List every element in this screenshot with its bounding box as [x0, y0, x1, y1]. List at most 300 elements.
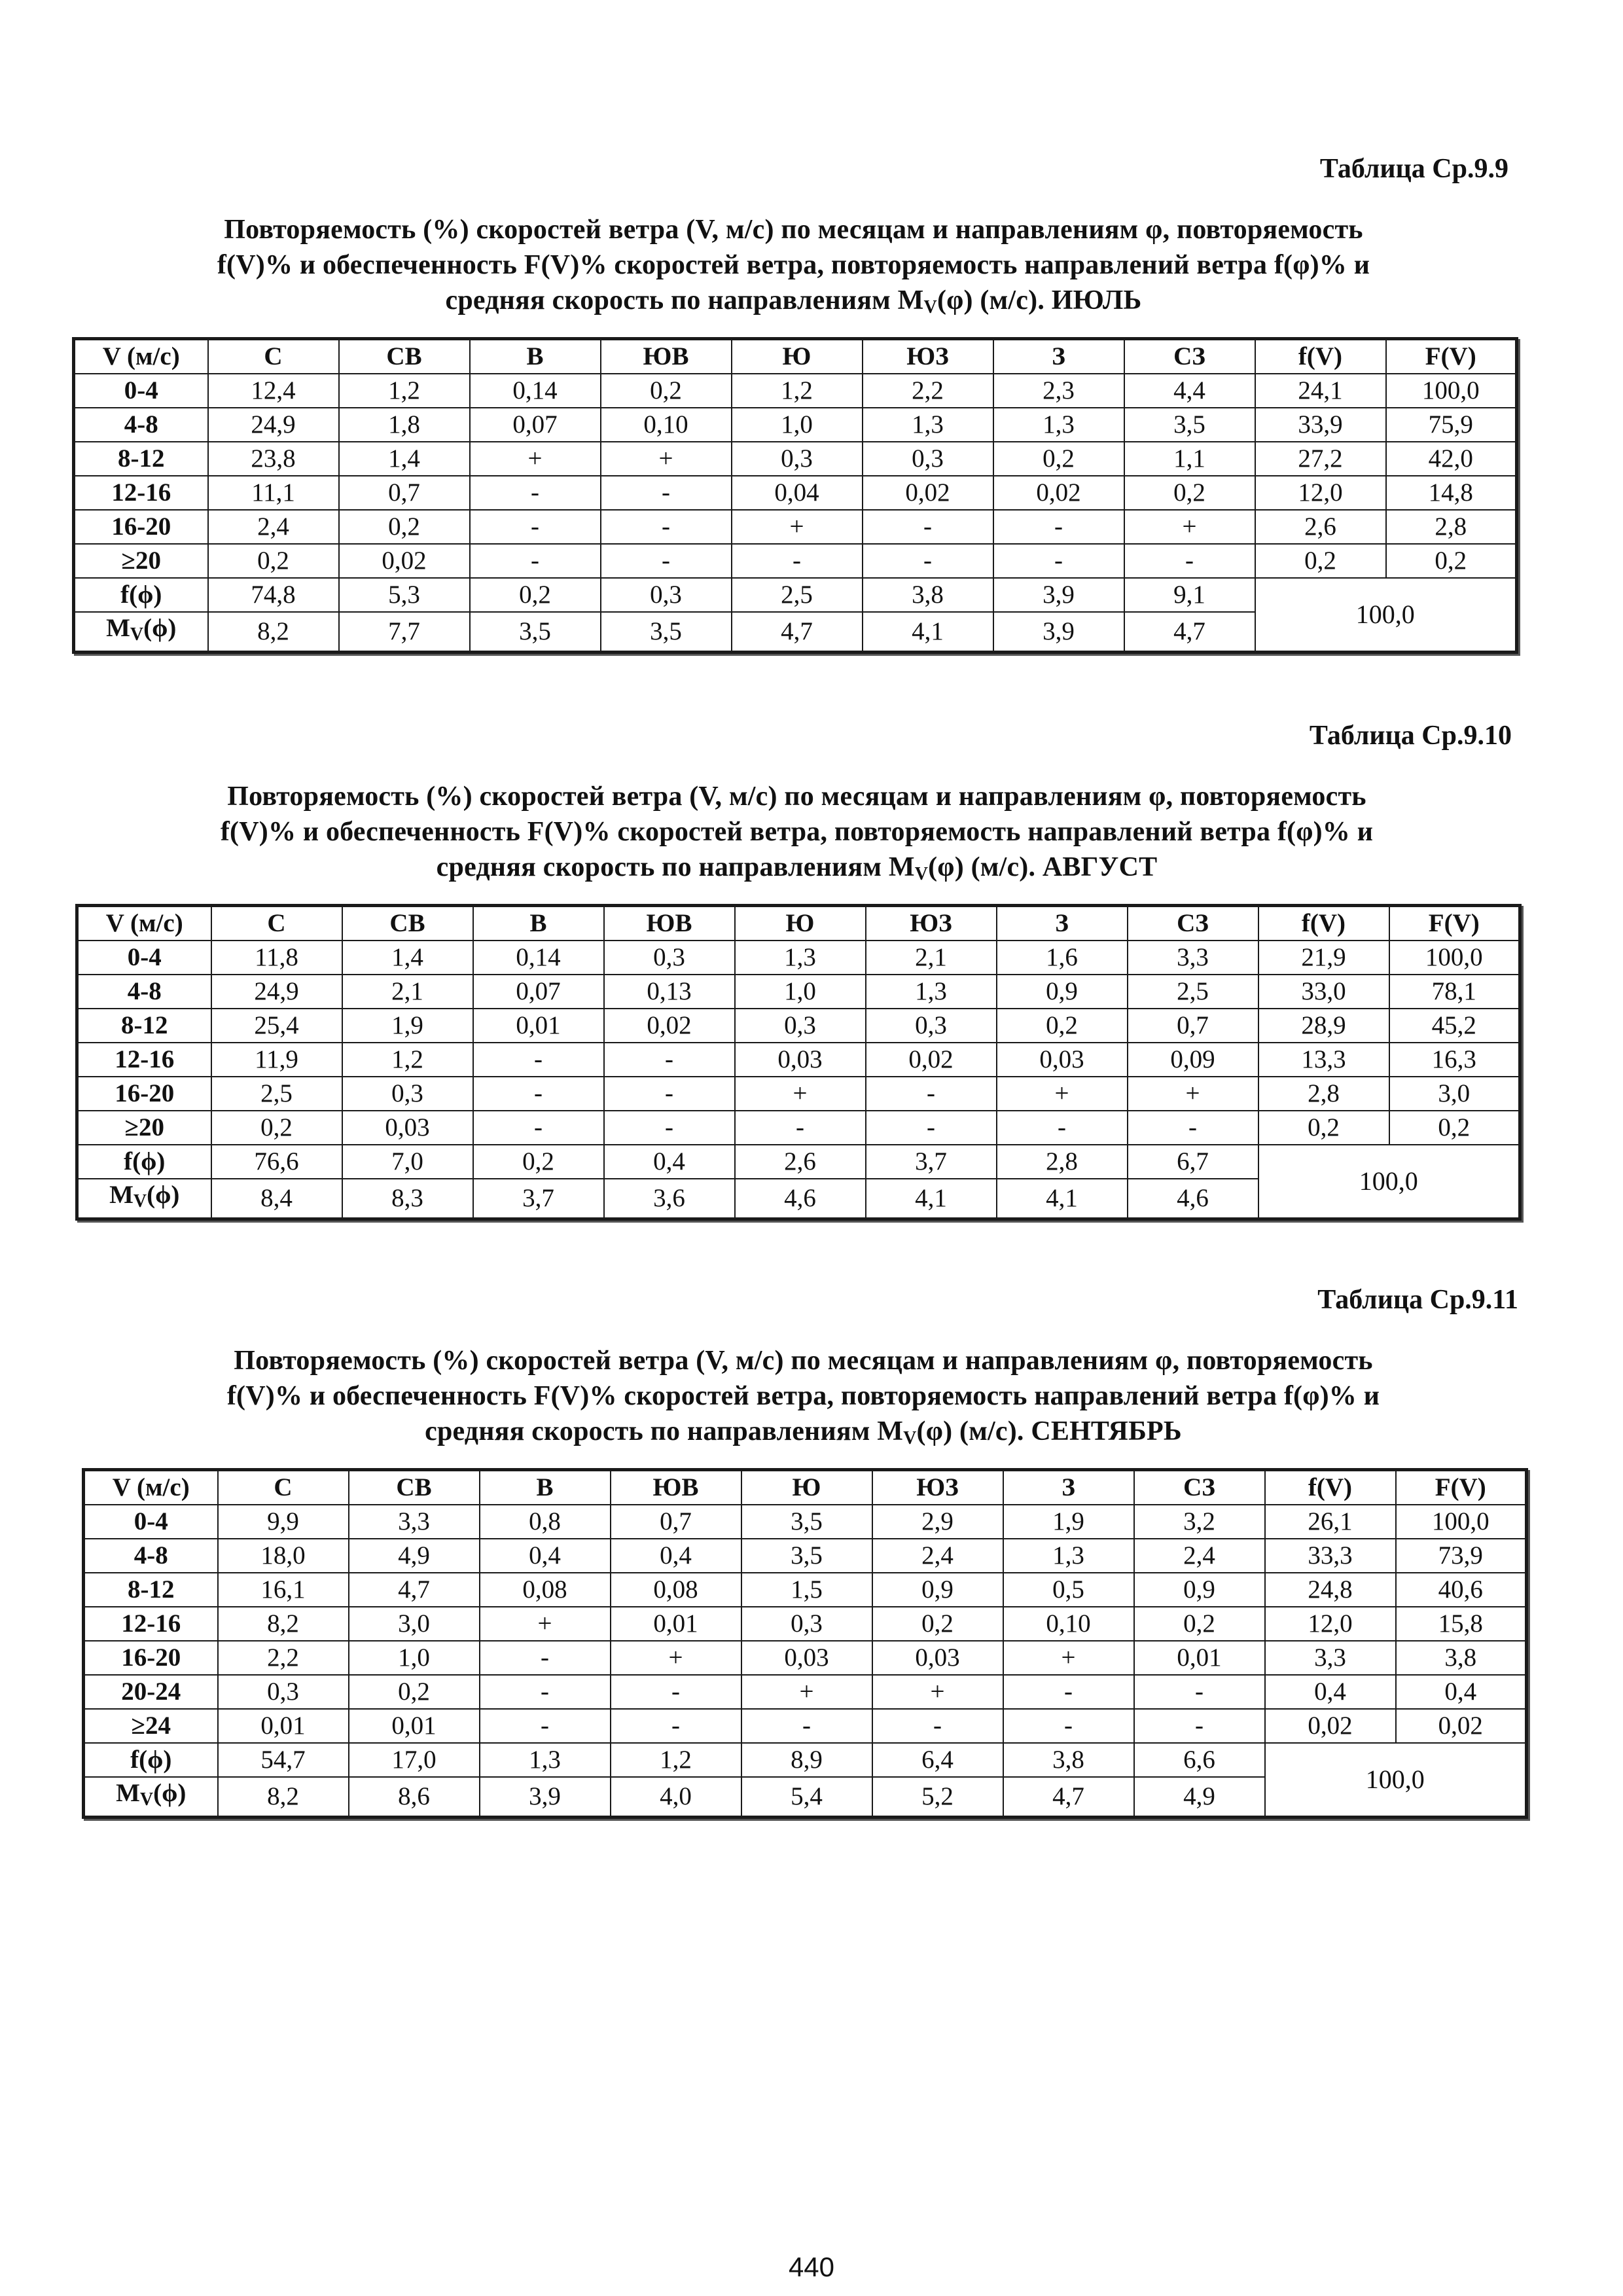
table-cell: +: [601, 442, 732, 476]
table-cell: 0,01: [349, 1709, 480, 1743]
table-cell: 1,3: [863, 408, 993, 442]
table-cell: 0,08: [480, 1573, 611, 1607]
table-cell: 2,8: [1258, 1077, 1389, 1111]
table-cell: 2,6: [1255, 510, 1386, 544]
table-caption: [82, 1343, 1525, 1456]
table-cell: +: [1003, 1641, 1134, 1675]
table-row: [77, 1043, 1520, 1077]
total-cell: 100,0: [1255, 578, 1517, 653]
table-cell: 33,0: [1258, 975, 1389, 1009]
table-cell: 3,5: [741, 1505, 872, 1539]
column-header: V (м/с): [77, 906, 211, 941]
table-row: [84, 1641, 1527, 1675]
table-cell: 0,2: [339, 510, 470, 544]
row-header-cell: 12-16: [77, 1043, 211, 1077]
total-cell: 100,0: [1265, 1743, 1527, 1818]
table-cell: 15,8: [1396, 1607, 1527, 1641]
table-cell: -: [480, 1641, 611, 1675]
table-cell: -: [993, 510, 1124, 544]
table-cell: 0,2: [470, 578, 601, 612]
table-cell: 5,4: [741, 1777, 872, 1818]
table-cell: 1,3: [993, 408, 1124, 442]
table-cell: 24,8: [1265, 1573, 1396, 1607]
table-cell: 0,8: [480, 1505, 611, 1539]
row-header-cell: 8-12: [84, 1573, 218, 1607]
table-cell: -: [993, 544, 1124, 578]
wind-speed-table: [75, 904, 1522, 1221]
column-header: З: [1003, 1470, 1134, 1505]
row-header-cell: ≥20: [77, 1111, 211, 1145]
table-cell: 0,2: [208, 544, 339, 578]
row-header-cell: 12-16: [84, 1607, 218, 1641]
table-row: [84, 1539, 1527, 1573]
table-cell: 0,2: [1134, 1607, 1265, 1641]
table-cell: -: [470, 476, 601, 510]
table-cell: 100,0: [1389, 941, 1520, 975]
table-cell: 2,4: [872, 1539, 1003, 1573]
table-cell: 6,7: [1128, 1145, 1258, 1179]
table-cell: 26,1: [1265, 1505, 1396, 1539]
table-cell: 54,7: [218, 1743, 349, 1777]
table-cell: 2,9: [872, 1505, 1003, 1539]
table-cell: 3,7: [473, 1179, 604, 1219]
table-cell: 1,5: [741, 1573, 872, 1607]
column-header: Ю: [735, 906, 866, 941]
row-header-cell: f(ϕ): [84, 1743, 218, 1777]
caption-line-text: (φ) (м/с). ИЮЛЬ: [936, 285, 1142, 315]
table-cell: 0,10: [601, 408, 732, 442]
column-header: З: [993, 339, 1124, 374]
table-cell: 16,3: [1389, 1043, 1520, 1077]
table-cell: -: [601, 510, 732, 544]
page-number: 440: [788, 2251, 835, 2282]
table-cell: 0,02: [1265, 1709, 1396, 1743]
table-row: [77, 1145, 1520, 1179]
table-cell: 0,07: [470, 408, 601, 442]
table-block: [72, 152, 1515, 654]
table-cell: -: [601, 476, 732, 510]
table-cell: 0,13: [604, 975, 735, 1009]
table-cell: 0,04: [732, 476, 863, 510]
row-header-text: M: [106, 614, 130, 642]
caption-line-text: (φ) (м/с). АВГУСТ: [928, 852, 1158, 882]
table-cell: 8,9: [741, 1743, 872, 1777]
table-cell: 0,10: [1003, 1607, 1134, 1641]
table-cell: 33,3: [1265, 1539, 1396, 1573]
table-cell: 78,1: [1389, 975, 1520, 1009]
table-cell: 1,9: [1003, 1505, 1134, 1539]
column-header: V (м/с): [84, 1470, 218, 1505]
table-cell: 5,3: [339, 578, 470, 612]
table-cell: -: [735, 1111, 866, 1145]
row-header-cell: [77, 1179, 211, 1219]
caption-subscript: V: [923, 297, 937, 317]
table-cell: 0,2: [872, 1607, 1003, 1641]
table-cell: -: [741, 1709, 872, 1743]
column-header: С: [211, 906, 342, 941]
caption-line: f(V)% и обеспеченность F(V)% скоростей ветра, повторяемость направлений ветра f(φ)% и: [220, 817, 1374, 847]
table-row: [84, 1505, 1527, 1539]
table-cell: 2,1: [342, 975, 473, 1009]
table-cell: 0,03: [997, 1043, 1128, 1077]
caption-line: Повторяемость (%) скоростей ветра (V, м/с) по месяцам и направлениям φ, повторяемость: [224, 215, 1363, 245]
table-cell: 24,9: [208, 408, 339, 442]
table-cell: -: [604, 1111, 735, 1145]
table-cell: 2,2: [218, 1641, 349, 1675]
table-cell: 4,1: [866, 1179, 997, 1219]
row-header-cell: 0-4: [74, 374, 208, 408]
row-header-cell: f(ϕ): [77, 1145, 211, 1179]
table-cell: 2,5: [211, 1077, 342, 1111]
row-header-cell: [84, 1777, 218, 1818]
table-cell: -: [611, 1709, 741, 1743]
table-cell: 7,7: [339, 612, 470, 653]
table-cell: 23,8: [208, 442, 339, 476]
column-header: СЗ: [1128, 906, 1258, 941]
table-cell: 27,2: [1255, 442, 1386, 476]
table-cell: +: [470, 442, 601, 476]
column-header: СЗ: [1124, 339, 1255, 374]
table-cell: 24,1: [1255, 374, 1386, 408]
table-cell: 0,2: [1386, 544, 1517, 578]
table-cell: 4,9: [349, 1539, 480, 1573]
table-cell: 14,8: [1386, 476, 1517, 510]
table-caption: [72, 212, 1515, 325]
table-cell: 75,9: [1386, 408, 1517, 442]
table-cell: 3,8: [863, 578, 993, 612]
table-cell: 2,2: [863, 374, 993, 408]
table-cell: -: [732, 544, 863, 578]
table-cell: 11,8: [211, 941, 342, 975]
table-cell: 3,9: [993, 578, 1124, 612]
table-cell: 4,1: [997, 1179, 1128, 1219]
table-cell: -: [1003, 1709, 1134, 1743]
row-header-text: M: [109, 1181, 134, 1209]
table-cell: 1,2: [611, 1743, 741, 1777]
table-cell: 0,3: [604, 941, 735, 975]
table-cell: 0,2: [1255, 544, 1386, 578]
table-cell: 0,2: [601, 374, 732, 408]
table-label: Таблица Ср.9.11: [1317, 1285, 1518, 1315]
table-cell: +: [732, 510, 863, 544]
table-cell: 11,9: [211, 1043, 342, 1077]
table-cell: 2,3: [993, 374, 1124, 408]
row-header-cell: 8-12: [77, 1009, 211, 1043]
table-cell: 2,8: [1386, 510, 1517, 544]
column-header: F(V): [1396, 1470, 1527, 1505]
table-cell: -: [473, 1077, 604, 1111]
table-cell: 42,0: [1386, 442, 1517, 476]
table-cell: 1,0: [349, 1641, 480, 1675]
table-cell: -: [473, 1111, 604, 1145]
row-header-cell: [74, 612, 208, 653]
table-cell: 1,3: [866, 975, 997, 1009]
column-header: СВ: [349, 1470, 480, 1505]
table-cell: 1,3: [735, 941, 866, 975]
row-header-cell: 0-4: [77, 941, 211, 975]
table-cell: 3,8: [1396, 1641, 1527, 1675]
column-header: Ю: [741, 1470, 872, 1505]
table-cell: 3,5: [601, 612, 732, 653]
table-cell: 0,09: [1128, 1043, 1258, 1077]
row-header-text: (ϕ): [143, 614, 177, 642]
table-cell: 2,4: [1134, 1539, 1265, 1573]
table-cell: 12,0: [1265, 1607, 1396, 1641]
wind-speed-table: [72, 337, 1518, 654]
table-cell: 0,01: [611, 1607, 741, 1641]
table-cell: 0,2: [997, 1009, 1128, 1043]
table-cell: 0,4: [611, 1539, 741, 1573]
table-cell: -: [863, 544, 993, 578]
table-header-row: [74, 339, 1517, 374]
table-cell: 100,0: [1396, 1505, 1527, 1539]
table-cell: 0,7: [611, 1505, 741, 1539]
row-header-cell: 8-12: [74, 442, 208, 476]
table-cell: 1,3: [480, 1743, 611, 1777]
row-header-subscript: V: [133, 1191, 147, 1211]
wind-speed-table: [82, 1468, 1528, 1819]
table-label: Таблица Ср.9.9: [1319, 154, 1508, 184]
table-cell: 0,9: [1134, 1573, 1265, 1607]
table-cell: 4,1: [863, 612, 993, 653]
table-cell: 76,6: [211, 1145, 342, 1179]
table-cell: 16,1: [218, 1573, 349, 1607]
table-cell: 11,1: [208, 476, 339, 510]
table-cell: +: [480, 1607, 611, 1641]
table-row: [77, 975, 1520, 1009]
table-cell: 0,4: [1396, 1675, 1527, 1709]
table-cell: -: [480, 1675, 611, 1709]
table-cell: 4,6: [1128, 1179, 1258, 1219]
table-cell: 0,02: [993, 476, 1124, 510]
table-cell: 0,01: [218, 1709, 349, 1743]
table-cell: 100,0: [1386, 374, 1517, 408]
table-cell: 28,9: [1258, 1009, 1389, 1043]
table-cell: 3,0: [349, 1607, 480, 1641]
table-cell: 3,9: [993, 612, 1124, 653]
caption-line-text: средняя скорость по направлениям M: [425, 1416, 904, 1446]
table-cell: 0,08: [611, 1573, 741, 1607]
row-header-cell: 16-20: [77, 1077, 211, 1111]
table-cell: 1,4: [339, 442, 470, 476]
table-cell: 0,2: [349, 1675, 480, 1709]
table-cell: 0,7: [1128, 1009, 1258, 1043]
table-row: [74, 578, 1517, 612]
table-cell: -: [1003, 1675, 1134, 1709]
row-header-cell: 4-8: [84, 1539, 218, 1573]
table-cell: 4,7: [1124, 612, 1255, 653]
table-row: [84, 1743, 1527, 1777]
table-cell: 2,6: [735, 1145, 866, 1179]
table-cell: -: [611, 1675, 741, 1709]
column-header: f(V): [1265, 1470, 1396, 1505]
table-cell: 0,02: [339, 544, 470, 578]
table-cell: 9,9: [218, 1505, 349, 1539]
table-cell: -: [1134, 1709, 1265, 1743]
table-cell: 2,5: [732, 578, 863, 612]
column-header: ЮЗ: [866, 906, 997, 941]
row-header-text: M: [116, 1779, 140, 1807]
column-header: V (м/с): [74, 339, 208, 374]
table-cell: 0,3: [866, 1009, 997, 1043]
table-cell: 0,3: [218, 1675, 349, 1709]
row-header-cell: 0-4: [84, 1505, 218, 1539]
column-header: ЮЗ: [872, 1470, 1003, 1505]
table-cell: -: [1134, 1675, 1265, 1709]
table-cell: 8,4: [211, 1179, 342, 1219]
table-cell: 4,7: [1003, 1777, 1134, 1818]
table-cell: +: [611, 1641, 741, 1675]
caption-line: [82, 1414, 1525, 1456]
table-cell: -: [872, 1709, 1003, 1743]
table-cell: -: [863, 510, 993, 544]
column-header: С: [208, 339, 339, 374]
table-cell: 0,03: [741, 1641, 872, 1675]
table-row: [77, 1009, 1520, 1043]
table-cell: 0,9: [997, 975, 1128, 1009]
table-row: [74, 476, 1517, 510]
table-cell: 4,4: [1124, 374, 1255, 408]
table-cell: 2,1: [866, 941, 997, 975]
table-cell: 17,0: [349, 1743, 480, 1777]
table-cell: 21,9: [1258, 941, 1389, 975]
table-cell: 3,5: [741, 1539, 872, 1573]
table-cell: 6,6: [1134, 1743, 1265, 1777]
table-cell: +: [1124, 510, 1255, 544]
table-cell: 6,4: [872, 1743, 1003, 1777]
table-cell: 7,0: [342, 1145, 473, 1179]
table-cell: 25,4: [211, 1009, 342, 1043]
table-cell: -: [1128, 1111, 1258, 1145]
table-cell: 4,7: [349, 1573, 480, 1607]
table-cell: 0,2: [993, 442, 1124, 476]
table-cell: 0,9: [872, 1573, 1003, 1607]
table-cell: 1,2: [342, 1043, 473, 1077]
column-header: F(V): [1389, 906, 1520, 941]
table-cell: 0,02: [863, 476, 993, 510]
table-block: [75, 719, 1518, 1221]
table-cell: 0,3: [342, 1077, 473, 1111]
table-cell: 45,2: [1389, 1009, 1520, 1043]
table-cell: -: [604, 1077, 735, 1111]
table-cell: 3,8: [1003, 1743, 1134, 1777]
column-header: F(V): [1386, 339, 1517, 374]
table-cell: 24,9: [211, 975, 342, 1009]
table-caption: [75, 779, 1518, 892]
table-cell: 2,5: [1128, 975, 1258, 1009]
table-cell: 0,5: [1003, 1573, 1134, 1607]
table-header-row: [77, 906, 1520, 941]
table-cell: 3,3: [1128, 941, 1258, 975]
column-header: В: [473, 906, 604, 941]
table-cell: +: [872, 1675, 1003, 1709]
table-cell: 1,6: [997, 941, 1128, 975]
row-header-subscript: V: [139, 1789, 154, 1810]
column-header: СВ: [342, 906, 473, 941]
table-cell: 18,0: [218, 1539, 349, 1573]
table-cell: 0,4: [604, 1145, 735, 1179]
table-cell: 4,6: [735, 1179, 866, 1219]
total-cell: 100,0: [1258, 1145, 1520, 1219]
table-cell: 2,4: [208, 510, 339, 544]
table-cell: 0,4: [1265, 1675, 1396, 1709]
table-cell: 12,0: [1255, 476, 1386, 510]
table-cell: 1,8: [339, 408, 470, 442]
caption-line: Повторяемость (%) скоростей ветра (V, м/с) по месяцам и направлениям φ, повторяемость: [227, 781, 1366, 812]
column-header: Ю: [732, 339, 863, 374]
table-cell: +: [997, 1077, 1128, 1111]
table-row: [77, 1077, 1520, 1111]
table-cell: 0,2: [473, 1145, 604, 1179]
caption-line: f(V)% и обеспеченность F(V)% скоростей ветра, повторяемость направлений ветра f(φ)% и: [226, 1381, 1380, 1411]
table-cell: 0,02: [866, 1043, 997, 1077]
table-cell: 74,8: [208, 578, 339, 612]
table-cell: 3,9: [480, 1777, 611, 1818]
table-cell: 3,3: [1265, 1641, 1396, 1675]
row-header-cell: ≥24: [84, 1709, 218, 1743]
table-row: [74, 442, 1517, 476]
table-cell: 0,03: [872, 1641, 1003, 1675]
column-header: СВ: [339, 339, 470, 374]
table-cell: -: [601, 544, 732, 578]
table-cell: 0,01: [1134, 1641, 1265, 1675]
table-cell: 9,1: [1124, 578, 1255, 612]
table-cell: 1,0: [732, 408, 863, 442]
table-header-row: [84, 1470, 1527, 1505]
column-header: f(V): [1255, 339, 1386, 374]
table-cell: 8,2: [208, 612, 339, 653]
table-cell: -: [480, 1709, 611, 1743]
row-header-cell: 16-20: [84, 1641, 218, 1675]
caption-line-text: (φ) (м/с). СЕНТЯБРЬ: [916, 1416, 1182, 1446]
table-cell: 0,14: [473, 941, 604, 975]
table-cell: 8,2: [218, 1607, 349, 1641]
table-cell: 0,07: [473, 975, 604, 1009]
caption-line: [75, 850, 1518, 892]
column-header: СЗ: [1134, 1470, 1265, 1505]
table-cell: 1,4: [342, 941, 473, 975]
table-cell: 0,2: [1258, 1111, 1389, 1145]
table-cell: -: [1124, 544, 1255, 578]
table-cell: 2,8: [997, 1145, 1128, 1179]
column-header: f(V): [1258, 906, 1389, 941]
table-row: [74, 510, 1517, 544]
table-cell: 0,3: [863, 442, 993, 476]
caption-subscript: V: [903, 1428, 917, 1448]
table-cell: 73,9: [1396, 1539, 1527, 1573]
table-cell: 0,14: [470, 374, 601, 408]
table-cell: 3,0: [1389, 1077, 1520, 1111]
table-cell: 0,03: [342, 1111, 473, 1145]
table-row: [74, 408, 1517, 442]
table-cell: 8,3: [342, 1179, 473, 1219]
column-header: ЮВ: [611, 1470, 741, 1505]
table-cell: 3,6: [604, 1179, 735, 1219]
table-cell: 4,7: [732, 612, 863, 653]
row-header-subscript: V: [130, 624, 144, 645]
table-cell: -: [866, 1077, 997, 1111]
row-header-cell: f(ϕ): [74, 578, 208, 612]
caption-line: f(V)% и обеспеченность F(V)% скоростей ветра, повторяемость направлений ветра f(φ)% и: [217, 250, 1370, 280]
table-cell: 5,2: [872, 1777, 1003, 1818]
table-cell: 0,3: [732, 442, 863, 476]
table-cell: 1,9: [342, 1009, 473, 1043]
table-cell: 40,6: [1396, 1573, 1527, 1607]
table-cell: +: [741, 1675, 872, 1709]
table-cell: 1,2: [732, 374, 863, 408]
table-cell: 3,7: [866, 1145, 997, 1179]
column-header: С: [218, 1470, 349, 1505]
